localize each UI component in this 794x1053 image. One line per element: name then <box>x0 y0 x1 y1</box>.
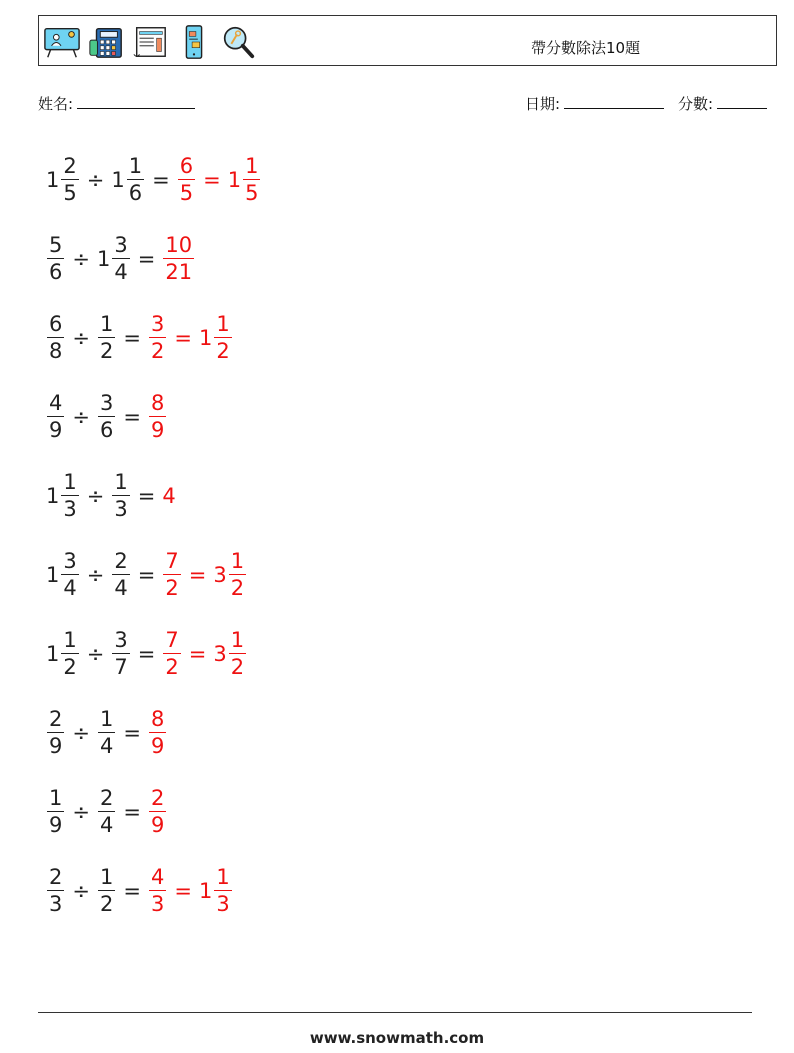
date-blank[interactable] <box>564 94 664 109</box>
equals-sign: = <box>123 405 141 429</box>
equals-sign: = <box>188 642 207 666</box>
dividend-numerator: 6 <box>49 311 63 336</box>
answer-whole: 3 <box>213 563 227 587</box>
answer-numerator: 1 <box>216 864 230 889</box>
score-field[interactable] <box>678 93 767 114</box>
divisor-numerator: 1 <box>128 153 143 178</box>
divisor-fraction <box>112 627 129 680</box>
dividend-numerator: 1 <box>63 469 77 494</box>
answer-denominator: 3 <box>150 892 165 917</box>
problem-row <box>46 619 247 689</box>
answer-denominator: 5 <box>245 181 259 206</box>
divisor-fraction <box>112 548 129 601</box>
answer <box>148 706 167 759</box>
answer <box>148 785 167 838</box>
answer-fraction <box>149 390 166 443</box>
answer-fraction <box>149 706 166 759</box>
document-chart-icon <box>131 23 169 61</box>
answer-fraction <box>163 232 194 285</box>
answer-whole: 1 <box>198 879 213 903</box>
answer-numerator: 3 <box>150 311 165 336</box>
answer-fraction <box>214 311 231 364</box>
answer-denominator: 2 <box>165 576 179 601</box>
name-blank[interactable] <box>77 94 195 109</box>
dividend-fraction <box>61 469 78 522</box>
divisor-fraction <box>112 469 129 522</box>
divide-sign: ÷ <box>72 721 90 745</box>
answer-whole: 1 <box>227 168 242 192</box>
equals-sign: = <box>137 484 156 508</box>
answer-fraction <box>229 548 246 601</box>
divisor-denominator: 4 <box>114 260 128 285</box>
answer <box>162 232 195 285</box>
divide-sign: ÷ <box>72 800 90 824</box>
dividend-denominator: 9 <box>49 418 63 443</box>
dividend-numerator: 2 <box>49 706 63 731</box>
mobile-phone-icon <box>175 23 213 61</box>
answer-numerator: 7 <box>165 627 179 652</box>
divide-sign: ÷ <box>72 326 90 350</box>
dividend-numerator: 1 <box>49 785 63 810</box>
dividend-denominator: 5 <box>63 181 77 206</box>
divisor-fraction <box>127 153 144 206</box>
dividend-fraction <box>47 864 64 917</box>
divisor-denominator: 4 <box>114 576 128 601</box>
dividend-denominator: 3 <box>49 892 63 917</box>
equals-sign: = <box>174 879 192 903</box>
equals-sign: = <box>137 642 156 666</box>
equals-sign: = <box>137 247 156 271</box>
dividend-fraction <box>61 548 78 601</box>
answer-denominator: 2 <box>230 576 245 601</box>
divisor-denominator: 3 <box>114 497 128 522</box>
answer-fraction <box>163 548 180 601</box>
header-icons <box>43 22 257 62</box>
answer-numerator: 6 <box>179 153 194 178</box>
divisor-denominator: 6 <box>99 418 114 443</box>
divisor-numerator: 1 <box>99 706 114 731</box>
answer-fraction <box>149 311 166 364</box>
answer-numerator: 2 <box>150 785 165 810</box>
divisor-numerator: 3 <box>114 627 128 652</box>
divisor-denominator: 7 <box>114 655 128 680</box>
divisor-denominator: 6 <box>128 181 143 206</box>
divisor-denominator: 4 <box>99 813 114 838</box>
dividend-fraction <box>47 232 64 285</box>
divide-sign: ÷ <box>86 484 105 508</box>
equals-sign: = <box>174 326 192 350</box>
answer-numerator: 8 <box>150 706 165 731</box>
dividend-fraction <box>47 785 64 838</box>
worksheet-header <box>38 15 777 66</box>
answer-fraction <box>243 153 260 206</box>
answer-numerator: 8 <box>150 390 165 415</box>
divisor-fraction <box>112 232 129 285</box>
answer-fraction <box>214 864 231 917</box>
dividend-whole: 1 <box>46 642 60 666</box>
answer <box>148 311 233 364</box>
answer-denominator: 2 <box>165 655 179 680</box>
dividend-denominator: 9 <box>49 813 63 838</box>
answer-denominator: 9 <box>150 813 165 838</box>
answer-denominator: 9 <box>150 418 165 443</box>
divisor-numerator: 2 <box>114 548 128 573</box>
answer-numerator: 1 <box>230 627 245 652</box>
answer <box>177 153 262 206</box>
calculator-icon <box>87 23 125 61</box>
divide-sign: ÷ <box>72 405 90 429</box>
divisor-fraction <box>98 785 115 838</box>
dividend-fraction <box>47 311 64 364</box>
score-blank[interactable] <box>717 94 767 109</box>
equals-sign: = <box>203 168 221 192</box>
divide-sign: ÷ <box>72 879 90 903</box>
problem-row <box>46 461 177 531</box>
answer-denominator: 3 <box>216 892 230 917</box>
score-label: 分數: <box>678 95 714 113</box>
divide-sign: ÷ <box>86 563 105 587</box>
answer-whole: 1 <box>198 326 213 350</box>
dividend-numerator: 2 <box>63 153 77 178</box>
equals-sign: = <box>188 563 207 587</box>
dividend-numerator: 5 <box>49 232 63 257</box>
answer-fraction <box>178 153 195 206</box>
divisor-denominator: 4 <box>99 734 114 759</box>
problem-row <box>46 540 247 610</box>
answer <box>162 548 247 601</box>
date-label: 日期: <box>525 95 561 113</box>
answer-denominator: 9 <box>150 734 165 759</box>
answer-whole: 4 <box>162 484 176 508</box>
divisor-whole: 1 <box>111 168 125 192</box>
divisor-fraction <box>98 706 115 759</box>
divisor-denominator: 2 <box>99 892 114 917</box>
equals-sign: = <box>123 879 141 903</box>
divisor-numerator: 3 <box>99 390 114 415</box>
answer-fraction <box>163 627 180 680</box>
magnifier-icon <box>219 23 257 61</box>
divisor-numerator: 2 <box>99 785 114 810</box>
answer-numerator: 1 <box>245 153 259 178</box>
divide-sign: ÷ <box>86 642 105 666</box>
answer-numerator: 4 <box>150 864 165 889</box>
problem-row <box>46 145 261 215</box>
dividend-denominator: 2 <box>63 655 77 680</box>
divisor-denominator: 2 <box>99 339 114 364</box>
date-field[interactable] <box>525 93 664 114</box>
dividend-fraction <box>61 153 78 206</box>
answer-denominator: 5 <box>179 181 194 206</box>
answer-denominator: 21 <box>165 260 193 285</box>
divisor-numerator: 1 <box>114 469 128 494</box>
answer-whole: 3 <box>213 642 227 666</box>
presentation-board-icon <box>43 23 81 61</box>
dividend-numerator: 3 <box>63 548 77 573</box>
worksheet-title: 帶分數除法10題 <box>531 39 641 57</box>
dividend-fraction <box>47 390 64 443</box>
dividend-fraction <box>47 706 64 759</box>
problem-row <box>46 856 233 926</box>
dividend-whole: 1 <box>46 168 60 192</box>
answer-numerator: 1 <box>230 548 245 573</box>
answer <box>148 864 233 917</box>
dividend-denominator: 3 <box>63 497 77 522</box>
problem-row <box>46 698 167 768</box>
answer-denominator: 2 <box>150 339 165 364</box>
divide-sign: ÷ <box>72 247 90 271</box>
problem-row <box>46 303 233 373</box>
divisor-numerator: 1 <box>99 864 114 889</box>
dividend-numerator: 1 <box>63 627 77 652</box>
dividend-denominator: 4 <box>63 576 77 601</box>
answer-numerator: 7 <box>165 548 179 573</box>
divisor-fraction <box>98 864 115 917</box>
divisor-fraction <box>98 390 115 443</box>
answer-denominator: 2 <box>230 655 245 680</box>
equals-sign: = <box>123 326 141 350</box>
dividend-denominator: 8 <box>49 339 63 364</box>
answer <box>162 627 247 680</box>
dividend-denominator: 9 <box>49 734 63 759</box>
answer <box>162 484 176 508</box>
name-label: 姓名: <box>38 95 74 113</box>
dividend-fraction <box>61 627 78 680</box>
equals-sign: = <box>137 563 156 587</box>
divide-sign: ÷ <box>86 168 105 192</box>
problem-row <box>46 382 167 452</box>
divisor-numerator: 3 <box>114 232 128 257</box>
dividend-denominator: 6 <box>49 260 63 285</box>
equals-sign: = <box>123 721 141 745</box>
answer-denominator: 2 <box>216 339 230 364</box>
answer-fraction <box>149 785 166 838</box>
dividend-whole: 1 <box>46 484 60 508</box>
footer-site: www.snowmath.com <box>309 1029 485 1047</box>
equals-sign: = <box>152 168 170 192</box>
answer-fraction <box>229 627 246 680</box>
problem-row <box>46 224 195 294</box>
divisor-numerator: 1 <box>99 311 114 336</box>
name-field[interactable] <box>38 93 195 114</box>
divisor-fraction <box>98 311 115 364</box>
dividend-numerator: 4 <box>49 390 63 415</box>
equals-sign: = <box>123 800 141 824</box>
dividend-whole: 1 <box>46 563 60 587</box>
dividend-numerator: 2 <box>49 864 63 889</box>
divisor-whole: 1 <box>96 247 111 271</box>
footer-divider <box>38 1012 752 1013</box>
answer-numerator: 10 <box>165 232 193 257</box>
answer <box>148 390 167 443</box>
answer-fraction <box>149 864 166 917</box>
problem-row <box>46 777 167 847</box>
answer-numerator: 1 <box>216 311 230 336</box>
